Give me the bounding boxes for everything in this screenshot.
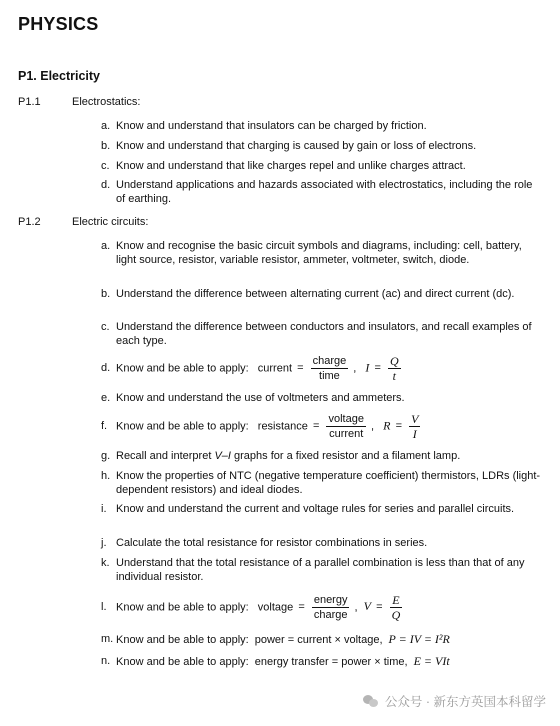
item-label: d. (101, 362, 111, 374)
symbol-lhs: V (363, 599, 371, 614)
wechat-icon (363, 694, 379, 708)
item-label: l. (101, 601, 107, 613)
topic-name: Electric circuits: (72, 216, 149, 228)
list-item (101, 179, 541, 206)
item-text: Know and recognise the basic circuit symbols and diagrams, including: cell, battery, light source, resistor, variable resistor, ammeter, voltmeter, switch, diode. (116, 240, 522, 266)
item-text: Know and understand that insulators can be charged by friction. (116, 120, 427, 132)
equals-sign: = (395, 420, 402, 433)
formula-symbols: E = VIt (413, 654, 450, 668)
list-item (101, 321, 541, 348)
item-text-part: graphs for a fixed resistor and a filament lamp. (230, 450, 461, 462)
formula-row (116, 412, 541, 441)
item-text: Know and understand that charging is caused by gain or loss of electrons. (116, 140, 477, 152)
equals-sign: = (374, 362, 381, 375)
list-item (101, 160, 541, 174)
fraction-denominator: current (329, 428, 364, 440)
formula-word: resistance (257, 420, 308, 433)
item-text-part: Know and be able to apply: (116, 634, 249, 646)
list-item (101, 593, 541, 622)
fraction-numerator: V (411, 412, 419, 426)
item-label: b. (101, 140, 111, 152)
item-label: e. (101, 392, 111, 404)
equals-sign: = (298, 601, 305, 614)
comma: , (353, 362, 357, 375)
fraction-numerator: Q (389, 354, 399, 368)
item-text: Understand the difference between conductors and insulators, and recall examples of each type. (116, 321, 532, 347)
fraction-numerator: charge (312, 355, 347, 367)
topic-code: P1.1 (18, 96, 41, 108)
fraction-denominator: Q (391, 608, 401, 622)
symbol-fraction (388, 354, 401, 383)
symbol-lhs: R (383, 418, 391, 433)
equals-sign: = (312, 420, 320, 433)
item-label: k. (101, 557, 110, 569)
item-text-part: Recall and interpret (116, 450, 215, 462)
item-text (116, 655, 541, 670)
item-label: c. (101, 160, 110, 172)
word-fraction (326, 412, 365, 441)
fraction-numerator: E (392, 593, 400, 607)
comma: , (371, 420, 375, 433)
list-item (101, 503, 541, 517)
fraction-denominator: charge (313, 609, 348, 621)
equals-sign: = (297, 362, 304, 375)
list-item (101, 412, 541, 441)
fraction-denominator: time (319, 370, 340, 382)
item-label: f. (101, 420, 108, 432)
list-item (101, 140, 541, 154)
item-label: d. (101, 179, 111, 191)
item-text-part: Know and be able to apply: (116, 656, 249, 668)
item-text: Understand the difference between alternating current (ac) and direct current (dc). (116, 288, 515, 300)
item-label: g. (101, 450, 111, 462)
item-label: a. (101, 120, 111, 132)
item-label: n. (101, 655, 111, 667)
list-item (101, 470, 541, 497)
list-item (101, 655, 541, 670)
fraction-denominator: I (412, 427, 417, 441)
formula-word: current (257, 362, 293, 375)
list-item (101, 392, 541, 406)
item-text: Know and be able to apply: (116, 601, 249, 614)
item-text: Know and understand that like charges repel and unlike charges attract. (116, 160, 466, 172)
item-text (116, 633, 541, 648)
item-label: a. (101, 240, 111, 252)
page-title: PHYSICS (18, 14, 99, 34)
item-text (116, 450, 541, 464)
item-text: Know the properties of NTC (negative temperature coefficient) thermistors, LDRs (light-dependent resistors) and ideal diodes. (116, 470, 541, 496)
list-item (101, 537, 541, 551)
item-label: h. (101, 470, 111, 482)
list-item (101, 120, 541, 134)
word-fraction (312, 593, 350, 622)
topic-code: P1.2 (18, 216, 41, 228)
list-item (101, 354, 541, 383)
list-item (101, 450, 541, 464)
item-text: Calculate the total resistance for resistor combinations in series. (116, 537, 428, 549)
watermark-text: 公众号 · 新东方英国本科留学 (384, 695, 546, 709)
formula-symbols: P = IV = I²R (388, 632, 450, 646)
equals-sign: = (376, 601, 383, 614)
formula-row (116, 354, 541, 383)
fraction-denominator: t (392, 369, 396, 383)
item-text: Know and understand the use of voltmeters and ammeters. (116, 392, 405, 404)
formula-row (116, 593, 541, 622)
formula-text: power = current × voltage, (254, 634, 383, 646)
formula-word: voltage (257, 601, 294, 614)
watermark (363, 692, 546, 710)
vi-term: V–I (214, 450, 231, 462)
fraction-numerator: energy (313, 594, 348, 606)
item-label: b. (101, 288, 111, 300)
item-text: Understand applications and hazards associated with electrostatics, including the role of earthing. (116, 179, 533, 205)
item-label: c. (101, 321, 110, 333)
item-text: Understand that the total resistance of a parallel combination is less than that of any individual resistor. (116, 557, 525, 583)
formula-text: energy transfer = power × time, (254, 656, 408, 668)
fraction-numerator: voltage (328, 413, 364, 425)
item-text: Know and be able to apply: (116, 362, 249, 375)
list-item (101, 288, 541, 302)
list-item (101, 633, 541, 648)
symbol-fraction (409, 412, 420, 441)
item-text: Know and be able to apply: (116, 420, 249, 433)
topic-name: Electrostatics: (72, 96, 141, 108)
word-fraction (311, 354, 349, 383)
symbol-lhs: I (365, 360, 370, 375)
item-label: m. (101, 633, 114, 645)
item-label: j. (101, 537, 107, 549)
item-text: Know and understand the current and voltage rules for series and parallel circuits. (116, 503, 515, 515)
symbol-fraction (390, 593, 403, 622)
section-heading: P1. Electricity (18, 69, 100, 83)
list-item (101, 240, 541, 267)
list-item (101, 557, 541, 584)
item-label: i. (101, 503, 107, 515)
comma: , (354, 601, 358, 614)
